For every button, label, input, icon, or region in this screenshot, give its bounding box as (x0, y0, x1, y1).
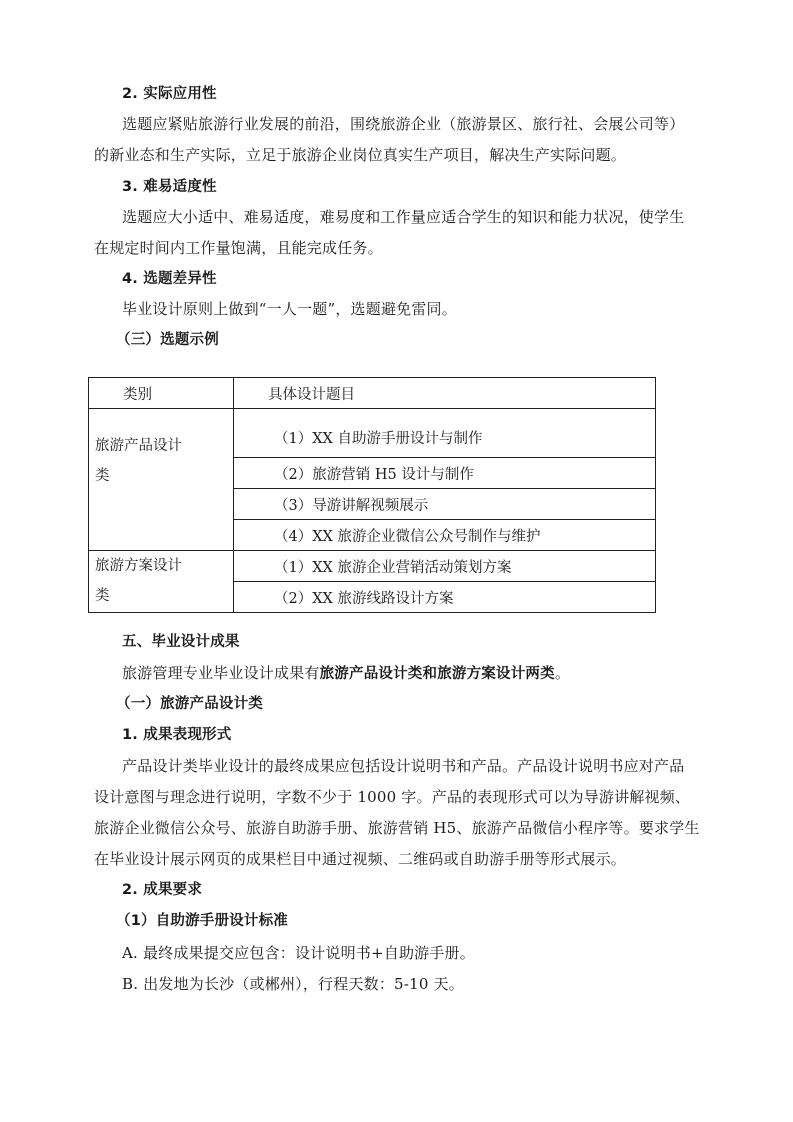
paragraph-line: B. 出发地为长沙（或郴州），行程天数：5-10 天。 (122, 975, 464, 993)
table-cell: （1）XX 自助游手册设计与制作 (234, 409, 656, 458)
paragraph-line: A. 最终成果提交应包含：设计说明书+自助游手册。 (122, 944, 475, 962)
table-row (89, 551, 656, 582)
table-cell: （1）XX 旅游企业营销活动策划方案 (234, 551, 656, 582)
paragraph-line: 毕业设计原则上做到“一人一题”，选题避免雷同。 (122, 300, 457, 318)
table-header-row (89, 378, 656, 409)
section-heading: 1. 成果表现形式 (122, 727, 232, 743)
chapter-heading: 五、毕业设计成果 (122, 634, 240, 650)
paragraph-line: 选题应紧贴旅游行业发展的前沿，围绕旅游企业（旅游景区、旅行社、会展公司等） (122, 115, 685, 133)
section-heading: 2. 实际应用性 (122, 86, 217, 102)
table-cell: （3）导游讲解视频展示 (234, 489, 656, 520)
table-category-cell (89, 409, 234, 551)
paragraph-line: 设计意图与理念进行说明，字数不少于 1000 字。产品的表现形式可以为导游讲解视频、 (94, 788, 691, 806)
paragraph-text: 旅游管理专业毕业设计成果有 (122, 664, 320, 682)
section-heading: 4. 选题差异性 (122, 271, 217, 287)
table-header-cell: 类别 (89, 378, 234, 409)
section-heading: 3. 难易适度性 (122, 179, 217, 195)
paragraph-text: 。 (554, 664, 571, 682)
table-cell: （4）XX 旅游企业微信公众号制作与维护 (234, 520, 656, 551)
topic-examples-table (88, 377, 656, 613)
category-label: 旅游方案设计 (95, 558, 182, 574)
subsection-heading: （三）选题示例 (116, 332, 219, 348)
category-label: 旅游产品设计 (95, 438, 182, 454)
paragraph-line: 旅游企业微信公众号、旅游自助游手册、旅游营销 H5、旅游产品微信小程序等。要求学生 (94, 819, 700, 837)
paragraph-line: 产品设计类毕业设计的最终成果应包括设计说明书和产品。产品设计说明书应对产品 (122, 757, 685, 775)
paragraph-line: 在规定时间内工作量饱满，且能完成任务。 (94, 239, 383, 257)
paragraph-line: 的新业态和生产实际，立足于旅游企业岗位真实生产项目，解决生产实际问题。 (94, 146, 627, 164)
paragraph-line (122, 663, 570, 684)
category-label: 类 (95, 588, 110, 604)
category-label: 类 (95, 468, 110, 484)
subsection-heading: （一）旅游产品设计类 (116, 696, 263, 712)
emphasized-text: 旅游产品设计类和旅游方案设计两类 (319, 666, 555, 682)
paragraph-line: 选题应大小适中、难易适度，难易度和工作量应适合学生的知识和能力状况，使学生 (122, 208, 685, 226)
table-cell: （2）旅游营销 H5 设计与制作 (234, 458, 656, 489)
table-row (89, 409, 656, 458)
section-heading: 2. 成果要求 (122, 882, 203, 898)
paragraph-line: 在毕业设计展示网页的成果栏目中通过视频、二维码或自助游手册等形式展示。 (94, 850, 627, 868)
table-header-cell: 具体设计题目 (234, 378, 656, 409)
subsection-heading: （1）自助游手册设计标准 (116, 913, 288, 929)
table-category-cell (89, 551, 234, 613)
table-cell: （2）XX 旅游线路设计方案 (234, 582, 656, 613)
